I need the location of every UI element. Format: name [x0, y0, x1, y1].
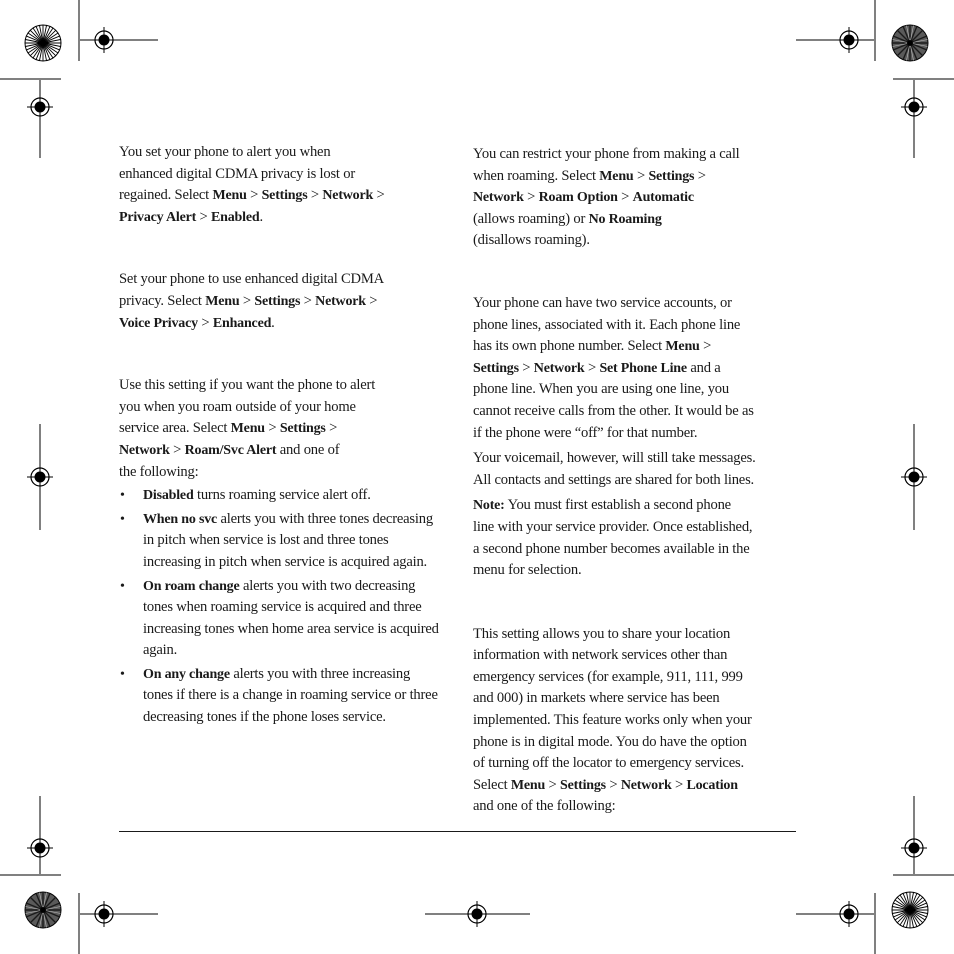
list-item [119, 485, 441, 507]
menu-path-separator: > [545, 776, 561, 793]
phone-line-post: and a [686, 359, 721, 376]
location-select: Select [473, 776, 511, 793]
sentence-end: . [271, 314, 275, 331]
menu-path-item: Network [533, 360, 585, 376]
menu-path-separator: > [246, 187, 262, 204]
list-item [119, 576, 441, 662]
voice-privacy-line-1: Set your phone to use enhanced digital CDMA [119, 271, 384, 288]
roam-alert-post: and one of [276, 441, 340, 458]
option-term: Disabled [143, 488, 194, 504]
option-description: turns roaming service alert off. [193, 487, 371, 504]
option-description: alerts you with two decreasing tones when roaming service is acquired and three increasing tones when home area service is acquired again. [143, 577, 439, 659]
menu-path-separator: > [300, 292, 316, 309]
list-item [119, 509, 441, 574]
roam-alert-options-list [119, 485, 441, 729]
no-roaming-option: No Roaming [588, 211, 662, 227]
menu-path-separator: > [694, 167, 706, 184]
voice-privacy-select: privacy. Select [119, 292, 206, 309]
menu-path-separator: > [699, 338, 712, 355]
phone-line-rest-2: cannot receive calls from the other. It would be as [473, 402, 754, 419]
menu-path-separator: > [169, 441, 185, 458]
location-line-3: emergency services (for example, 911, 111, 999 [473, 668, 743, 685]
menu-path-item: Menu [205, 293, 240, 309]
location-line-5: implemented. This feature works only when your [473, 712, 752, 729]
menu-path-item: Menu [599, 168, 634, 184]
note-line-1: You must first establish a second phone [504, 497, 731, 514]
roam-alert-select: service area. Select [119, 420, 231, 437]
menu-path-item: Location [686, 777, 738, 793]
menu-path-item: Settings [261, 188, 308, 204]
left-column [119, 142, 441, 729]
menu-path-item: Network [119, 442, 170, 458]
menu-path-separator: > [518, 359, 534, 376]
voice-privacy-paragraph [119, 269, 441, 334]
menu-path-item: Privacy Alert [119, 209, 197, 225]
location-line-6: phone is in digital mode. You do have the option [473, 733, 747, 750]
menu-path-item: Settings [648, 168, 695, 184]
footer-rule [119, 831, 796, 832]
option-term: On any change [143, 666, 230, 682]
phone-line-rest-3: if the phone were “off” for that number. [473, 424, 698, 441]
menu-path-separator: > [325, 420, 338, 437]
menu-path-item: Menu [230, 421, 265, 437]
location-paragraph [473, 624, 799, 818]
sentence-end: . [259, 208, 263, 225]
menu-path-separator: > [617, 189, 633, 206]
roam-option-allows: (allows roaming) or [473, 210, 589, 227]
menu-path-item: Enhanced [212, 315, 272, 331]
menu-path-item: Settings [254, 293, 301, 309]
menu-path-item: Network [322, 188, 374, 204]
menu-path-separator: > [239, 292, 255, 309]
menu-path-separator: > [196, 208, 212, 225]
menu-path-item: Network [473, 190, 524, 206]
menu-path-item: Roam Option [538, 190, 618, 206]
voicemail-paragraph [473, 448, 799, 491]
roam-alert-line-1: Use this setting if you want the phone to alert [119, 377, 376, 394]
menu-path-separator: > [605, 776, 621, 793]
menu-path-item: Settings [560, 777, 606, 793]
menu-path-item: Network [620, 777, 672, 793]
menu-path-separator: > [523, 189, 539, 206]
menu-path-separator: > [307, 187, 323, 204]
option-description: alerts you with three tones decreasing in pitch when service is lost and three tones increasing in pitch when service is acquired again. [143, 510, 433, 570]
location-line-2: information with network services other than [473, 647, 728, 664]
phone-line-line-1: Your phone can have two service accounts, or [473, 294, 732, 311]
roam-alert-line-2: you when you roam outside of your home [119, 398, 356, 415]
list-item [119, 664, 441, 729]
menu-path-separator: > [197, 314, 213, 331]
menu-path-separator: > [671, 776, 687, 793]
privacy-alert-line-2: enhanced digital CDMA privacy is lost or [119, 165, 355, 182]
menu-path-item: Menu [212, 188, 247, 204]
menu-path-item: Automatic [632, 190, 694, 206]
menu-path-item: Menu [665, 339, 700, 355]
roam-option-line-1: You can restrict your phone from making a call [473, 146, 740, 162]
menu-path-item: Settings [279, 421, 326, 437]
menu-path-separator: > [373, 187, 385, 204]
note-line-2: line with your service provider. Once established, [473, 518, 753, 535]
roam-alert-paragraph [119, 375, 441, 483]
menu-path-item: Enabled [211, 209, 260, 225]
roam-option-paragraph [473, 144, 799, 252]
right-column [473, 144, 799, 818]
location-line-1: This setting allows you to share your location [473, 625, 731, 642]
location-line-4: and 000) in markets where service has been [473, 690, 720, 707]
option-term: On roam change [143, 578, 240, 594]
menu-path-item: Network [315, 293, 366, 309]
menu-path-item: Roam/Svc Alert [184, 442, 277, 458]
phone-line-select: has its own phone number. Select [473, 338, 666, 355]
option-description: alerts you with three increasing tones if there is a change in roaming service or three decreasing tones if the phone loses service. [143, 665, 438, 726]
menu-path-item: Settings [473, 360, 519, 376]
voicemail-line-1: Your voicemail, however, will still take messages. [473, 450, 756, 467]
note-line-3: a second phone number becomes available in the [473, 540, 750, 557]
roam-option-select: when roaming. Select [473, 167, 600, 184]
privacy-alert-select: regained. Select [119, 187, 213, 204]
menu-path-item: Set Phone Line [599, 360, 687, 376]
phone-line-line-2: phone lines, associated with it. Each phone line [473, 316, 741, 333]
location-line-7: of turning off the locator to emergency services. [473, 755, 744, 772]
location-following: and one of the following: [473, 798, 616, 815]
roam-option-disallows: (disallows roaming). [473, 232, 590, 249]
voicemail-line-2: All contacts and settings are shared for both lines. [473, 471, 754, 488]
privacy-alert-paragraph [119, 142, 441, 228]
menu-path-item: Voice Privacy [119, 315, 198, 331]
phone-line-rest-1: phone line. When you are using one line, you [473, 381, 729, 398]
menu-path-separator: > [584, 359, 600, 376]
note-label: Note: [473, 498, 505, 514]
menu-path-separator: > [633, 167, 649, 184]
phone-line-paragraph [473, 293, 799, 444]
option-term: When no svc [143, 511, 218, 527]
note-paragraph [473, 495, 799, 581]
menu-path-separator: > [264, 420, 280, 437]
menu-path-item: Menu [510, 777, 546, 793]
privacy-alert-line-1: You set your phone to alert you when [119, 144, 331, 160]
menu-path-separator: > [365, 292, 378, 309]
roam-alert-following: the following: [119, 463, 199, 480]
note-line-4: menu for selection. [473, 562, 582, 579]
